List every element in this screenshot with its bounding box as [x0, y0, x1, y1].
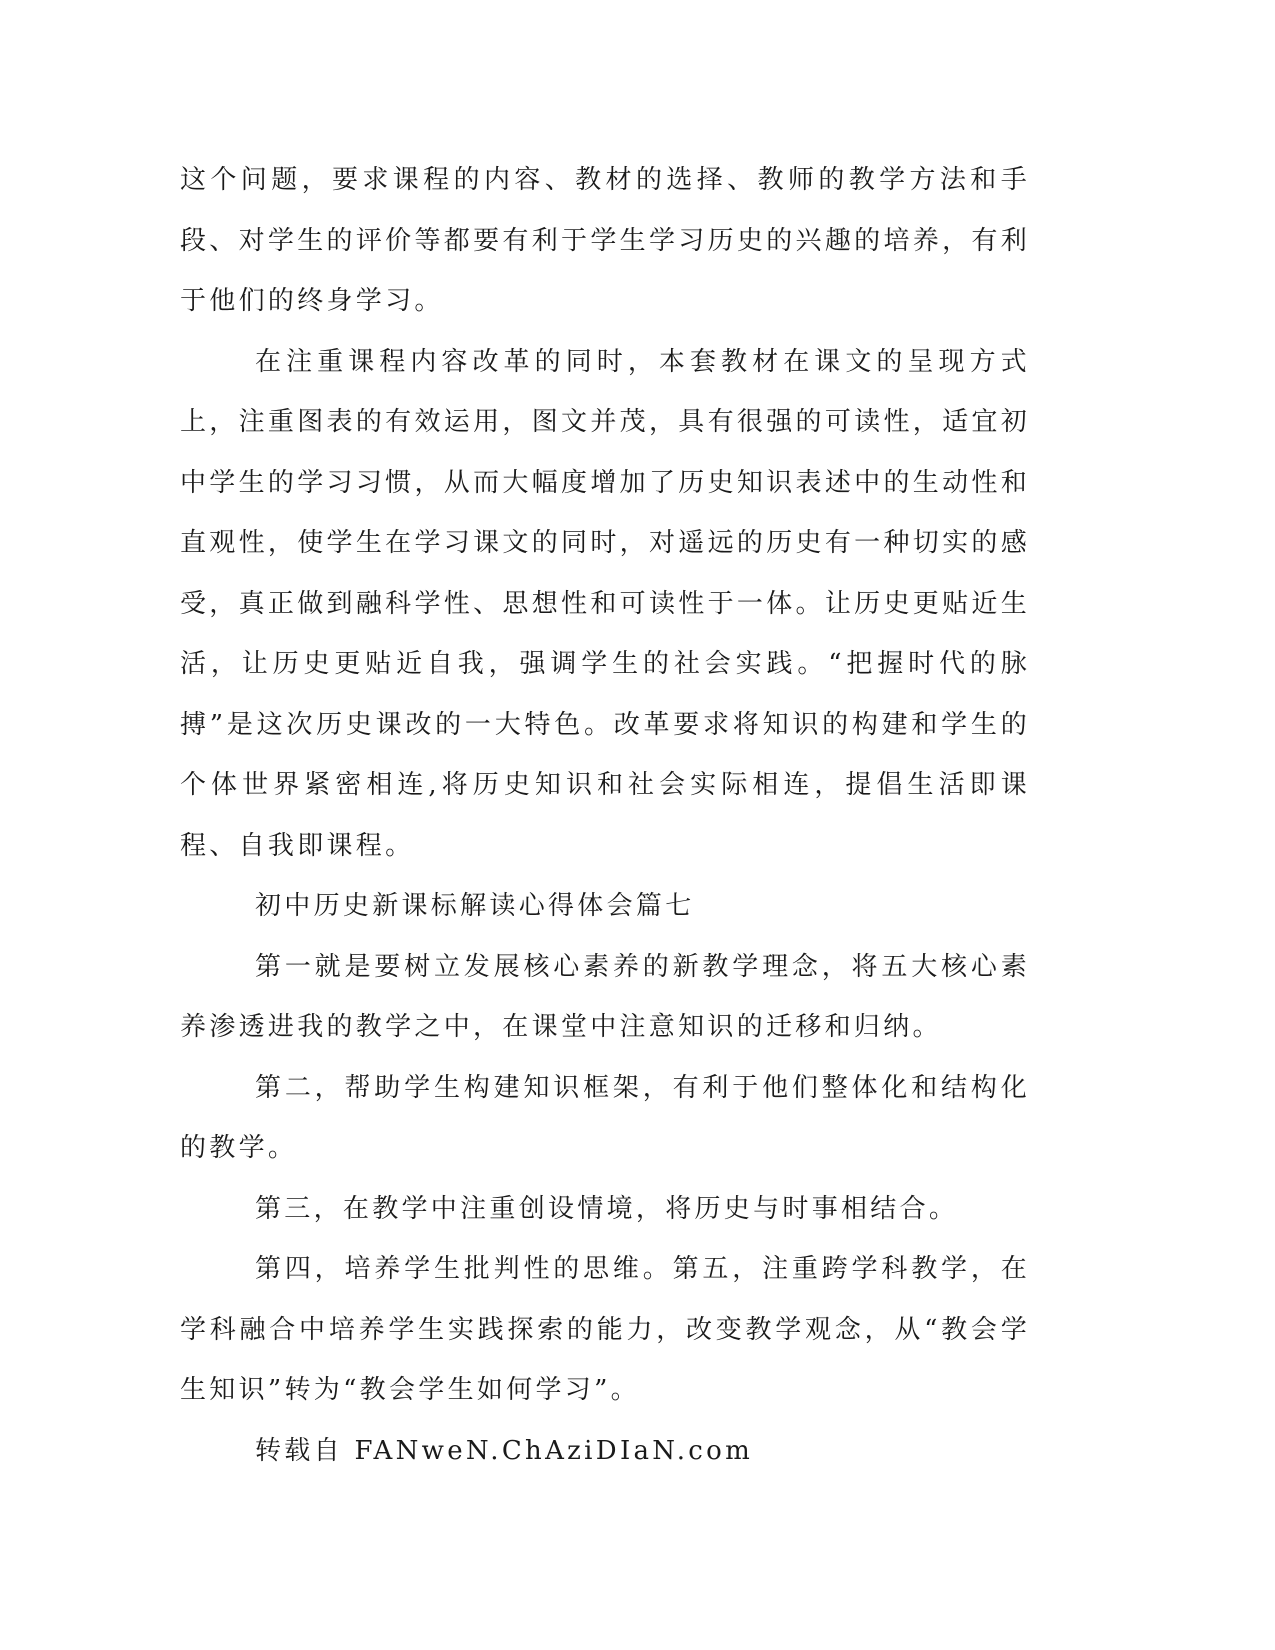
paragraph-textbook-presentation: 在注重课程内容改革的同时，本套教材在课文的呈现方式上，注重图表的有效运用，图文并茂，具有很强的可读性，适宜初中学生的学习习惯，从而大幅度增加了历史知识表述中的生动性和直观性，使学生在学习课文的同时，对遥远的历史有一种切实的感受，真正做到融科学性、思想性和可读性于一体。让历史更贴近生活，让历史更贴近自我，强调学生的社会实践。“把握时代的脉搏”是这次历史课改的一大特色。改革要求将知识的构建和学生的个体世界紧密相连,将历史知识和社会实际相连，提倡生活即课程、自我即课程。: [180, 346, 1030, 861]
paragraph-point-three: 第三，在教学中注重创设情境，将历史与时事相结合。: [255, 1193, 959, 1224]
source-note: 转载自 FANweN.ChAziDIaN.com: [255, 1435, 754, 1466]
paragraph-continued: 这个问题，要求课程的内容、教材的选择、教师的教学方法和手段、对学生的评价等都要有利于学生学习历史的兴趣的培养，有利于他们的终身学习。: [180, 165, 1030, 316]
paragraph-point-four-five: 第四，培养学生批判性的思维。第五，注重跨学科教学，在学科融合中培养学生实践探索的能力，改变教学观念，从“教会学生知识”转为“教会学生如何学习”。: [180, 1254, 1030, 1405]
paragraph-point-two: 第二，帮助学生构建知识框架，有利于他们整体化和结构化的教学。: [180, 1072, 1030, 1163]
paragraph-point-one: 第一就是要树立发展核心素养的新教学理念，将五大核心素养渗透进我的教学之中，在课堂中注意知识的迁移和归纳。: [180, 951, 1030, 1042]
section-heading: 初中历史新课标解读心得体会篇七: [255, 891, 695, 921]
document-body: [180, 150, 1030, 1481]
